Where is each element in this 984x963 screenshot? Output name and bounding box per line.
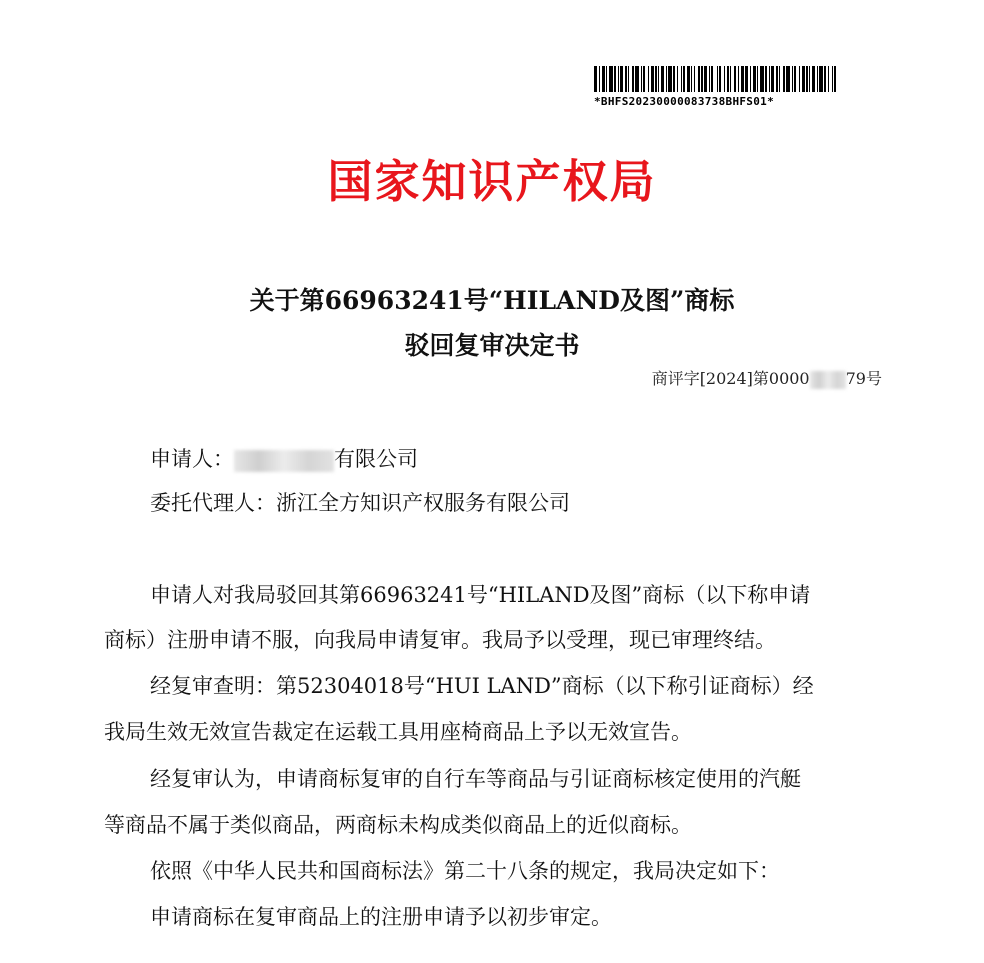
redacted-number [810,371,846,389]
body-paragraph-3-line-1: 经复审认为，申请商标复审的自行车等商品与引证商标核定使用的汽艇 [150,767,801,791]
barcode [594,66,842,92]
body-paragraph-2-line-2: 我局生效无效宣告裁定在运载工具用座椅商品上予以无效宣告。 [104,720,692,744]
body-paragraph-4: 依照《中华人民共和国商标法》第二十八条的规定，我局决定如下： [150,859,780,883]
body-paragraph-1-line-1: 申请人对我局驳回其第66963241号“HILAND及图”商标（以下称申请 [150,583,811,607]
applicant-label: 申请人： [150,447,234,471]
body-paragraph-5: 申请商标在复审商品上的注册申请予以初步审定。 [150,905,612,929]
issuing-authority: 国家知识产权局 [327,155,657,208]
agent-line [150,487,570,517]
agent-name: 浙江全方知识产权服务有限公司 [276,491,570,515]
body-paragraph-1-line-2: 商标）注册申请不服，向我局申请复审。我局予以受理，现已审理终结。 [104,628,776,652]
redacted-applicant-name [234,450,334,472]
barcode-text: *BHFS20230000083738BHFS01* [594,95,774,108]
body-paragraph-2-line-1: 经复审查明：第52304018号“HUI LAND”商标（以下称引证商标）经 [150,674,814,698]
barcode-gap [836,66,838,92]
document-title-line1: 关于第66963241号“HILAND及图”商标 [249,286,735,315]
document-number [652,366,882,389]
applicant-suffix: 有限公司 [334,447,418,471]
agent-label: 委托代理人： [150,491,276,515]
document-number-suffix: 79号 [845,369,882,388]
applicant-line [150,443,418,473]
document-number-prefix: 商评字[2024]第0000 [651,369,810,388]
body-paragraph-3-line-2: 等商品不属于类似商品，两商标未构成类似商品上的近似商标。 [104,813,692,837]
document-title-line2: 驳回复审决定书 [404,331,580,360]
